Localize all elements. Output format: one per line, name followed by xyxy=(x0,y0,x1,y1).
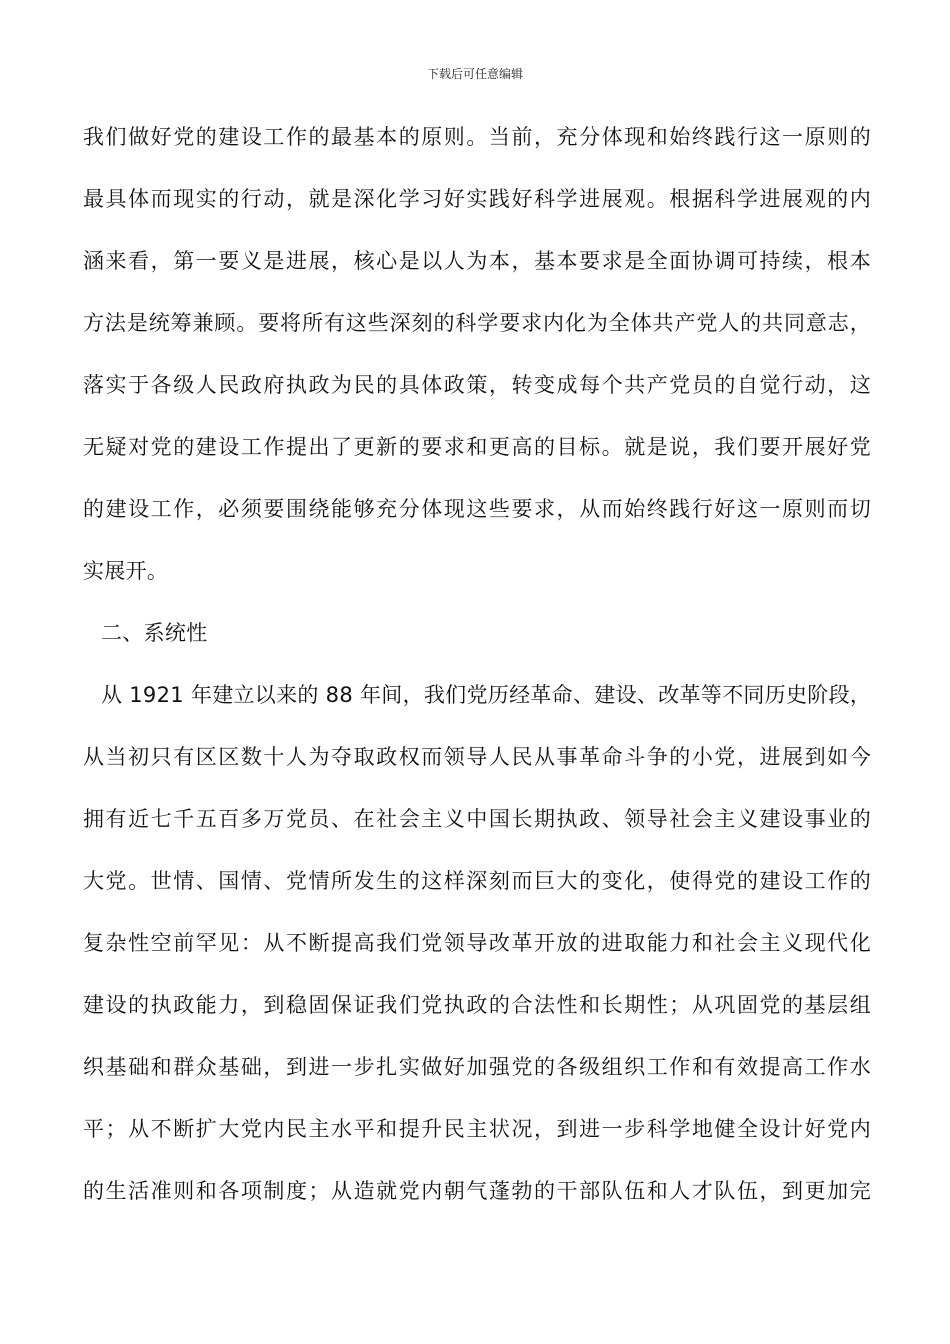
text-line: 从 1921 年建立以来的 88 年间，我们党历经革命、建设、改革等不同历史阶段， xyxy=(101,683,872,707)
text-line: 无疑对党的建设工作提出了更新的要求和更高的目标。就是说，我们要开展好党 xyxy=(83,435,871,459)
text-line: 复杂性空前罕见：从不断提高我们党领导改革开放的进取能力和社会主义现代化 xyxy=(83,931,871,955)
document-body xyxy=(83,118,871,1234)
page-header: 下载后可任意编辑 xyxy=(426,67,523,81)
text-line: 落实于各级人民政府执政为民的具体政策，转变成每个共产党员的自觉行动，这 xyxy=(83,373,871,397)
text-line: 实展开。 xyxy=(83,559,169,583)
text-line: 拥有近七千五百多万党员、在社会主义中国长期执政、领导社会主义建设事业的 xyxy=(83,807,871,831)
text-line: 的生活准则和各项制度；从造就党内朝气蓬勃的干部队伍和人才队伍，到更加完 xyxy=(83,1179,871,1203)
text-line: 平；从不断扩大党内民主水平和提升民主状况，到进一步科学地健全设计好党内 xyxy=(83,1117,871,1141)
text-line: 大党。世情、国情、党情所发生的这样深刻而巨大的变化，使得党的建设工作的 xyxy=(83,869,871,893)
text-line: 最具体而现实的行动，就是深化学习好实践好科学进展观。根据科学进展观的内 xyxy=(83,187,871,211)
text-line: 方法是统筹兼顾。要将所有这些深刻的科学要求内化为全体共产党人的共同意志， xyxy=(83,311,871,335)
text-line: 涵来看，第一要义是进展，核心是以人为本，基本要求是全面协调可持续，根本 xyxy=(83,249,871,273)
text-line: 建设的执政能力，到稳固保证我们党执政的合法性和长期性；从巩固党的基层组 xyxy=(83,993,871,1017)
text-line: 从当初只有区区数十人为夺取政权而领导人民从事革命斗争的小党，进展到如今 xyxy=(83,745,871,769)
text-line: 我们做好党的建设工作的最基本的原则。当前，充分体现和始终践行这一原则的 xyxy=(83,125,871,149)
text-line: 的建设工作，必须要围绕能够充分体现这些要求，从而始终践行好这一原则而切 xyxy=(83,497,871,521)
section-heading: 二、系统性 xyxy=(101,621,208,645)
text-line: 织基础和群众基础，到进一步扎实做好加强党的各级组织工作和有效提高工作水 xyxy=(83,1055,871,1079)
